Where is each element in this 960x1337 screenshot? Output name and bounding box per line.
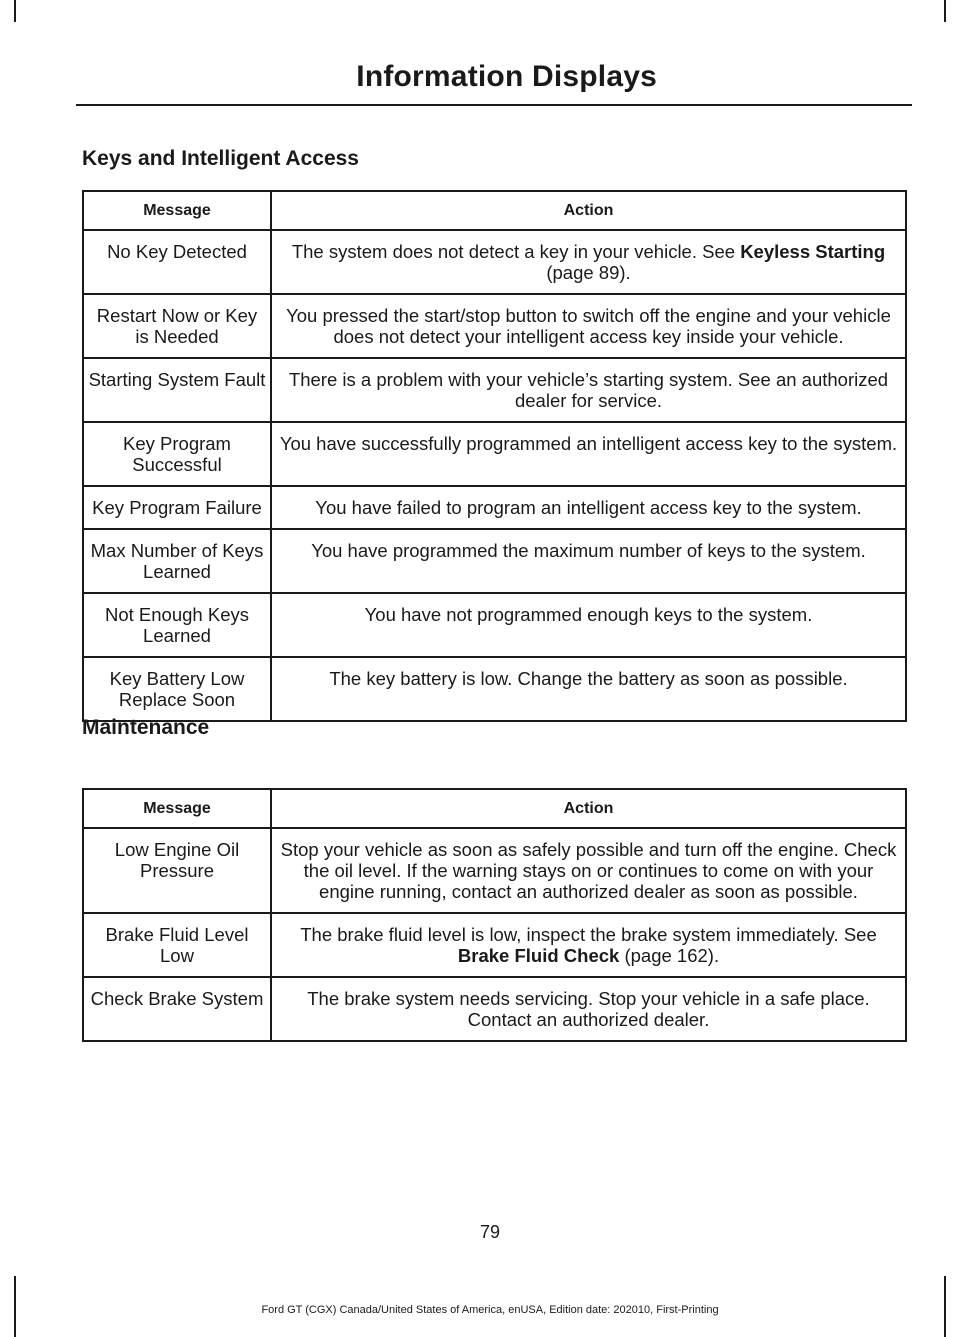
action-text: The brake system needs servicing. Stop your vehicle in a safe place. Contact an authorized dealer. [307,988,870,1030]
action-cell [271,913,906,977]
message-cell: Brake Fluid Level Low [83,913,271,977]
table-row [83,486,906,529]
action-text: You pressed the start/stop button to switch off the engine and your vehicle does not detect your intelligent access key inside your vehicle. [286,305,891,347]
keys-table-body [83,230,906,721]
footer-edition-text: Ford GT (CGX) Canada/United States of America, enUSA, Edition date: 202010, First-Printing [261,1304,719,1316]
message-cell: No Key Detected [83,230,271,294]
table-row [83,358,906,422]
table-row [83,422,906,486]
table-row [83,230,906,294]
table-row [83,593,906,657]
header-divider [76,104,912,106]
maintenance-message-table [82,788,907,1042]
keys-message-table [82,190,907,722]
action-cell [271,657,906,721]
table-row [83,529,906,593]
table-header-row [83,191,906,230]
message-cell: Key Program Successful [83,422,271,486]
action-text: You have failed to program an intelligent access key to the system. [315,497,862,518]
message-cell: Max Number of Keys Learned [83,529,271,593]
action-cell [271,593,906,657]
cross-reference-link[interactable]: Keyless Starting [740,241,886,262]
action-text: You have not programmed enough keys to the system. [364,604,813,625]
table-row [83,657,906,721]
action-text: There is a problem with your vehicle’s starting system. See an authorized dealer for service. [288,369,889,411]
action-text: The key battery is low. Change the battery as soon as possible. [329,668,848,689]
action-cell [271,422,906,486]
action-text: The brake fluid level is low, inspect the brake system immediately. See [300,924,877,945]
table-row [83,913,906,977]
action-text: The system does not detect a key in your vehicle. See [291,241,741,262]
section-heading-keys: Keys and Intelligent Access [82,147,359,170]
page-reference: (page 162). [619,945,720,966]
action-text: Stop your vehicle as soon as safely possible and turn off the engine. Check the oil level. If the warning stays on or continues to come on with your engine running, contact an authorized dealer as soon as possible. [280,839,897,902]
table-row [83,828,906,913]
page-reference: (page 89). [546,262,631,283]
page-title: Information Displays [356,60,657,93]
message-cell: Starting System Fault [83,358,271,422]
message-cell: Key Program Failure [83,486,271,529]
message-cell: Low Engine Oil Pressure [83,828,271,913]
column-header-message: Message [83,789,271,828]
message-cell: Check Brake System [83,977,271,1041]
section-heading-maintenance: Maintenance [82,716,210,739]
action-cell [271,230,906,294]
column-header-action: Action [271,191,906,230]
message-cell: Not Enough Keys Learned [83,593,271,657]
message-cell: Key Battery Low Replace Soon [83,657,271,721]
maintenance-table-body [83,828,906,1041]
action-cell [271,486,906,529]
table-row [83,977,906,1041]
cross-reference-link[interactable]: Brake Fluid Check [457,945,620,966]
action-cell [271,977,906,1041]
action-text: You have programmed the maximum number of keys to the system. [311,540,866,561]
column-header-action: Action [271,789,906,828]
crop-mark-top-left [14,0,16,22]
table-row [83,294,906,358]
crop-mark-top-right [944,0,946,22]
page-number: 79 [479,1222,501,1242]
message-cell: Restart Now or Key is Needed [83,294,271,358]
action-cell [271,294,906,358]
action-text: You have successfully programmed an intelligent access key to the system. [279,433,898,454]
action-cell [271,828,906,913]
column-header-message: Message [83,191,271,230]
action-cell [271,358,906,422]
table-header-row [83,789,906,828]
action-cell [271,529,906,593]
